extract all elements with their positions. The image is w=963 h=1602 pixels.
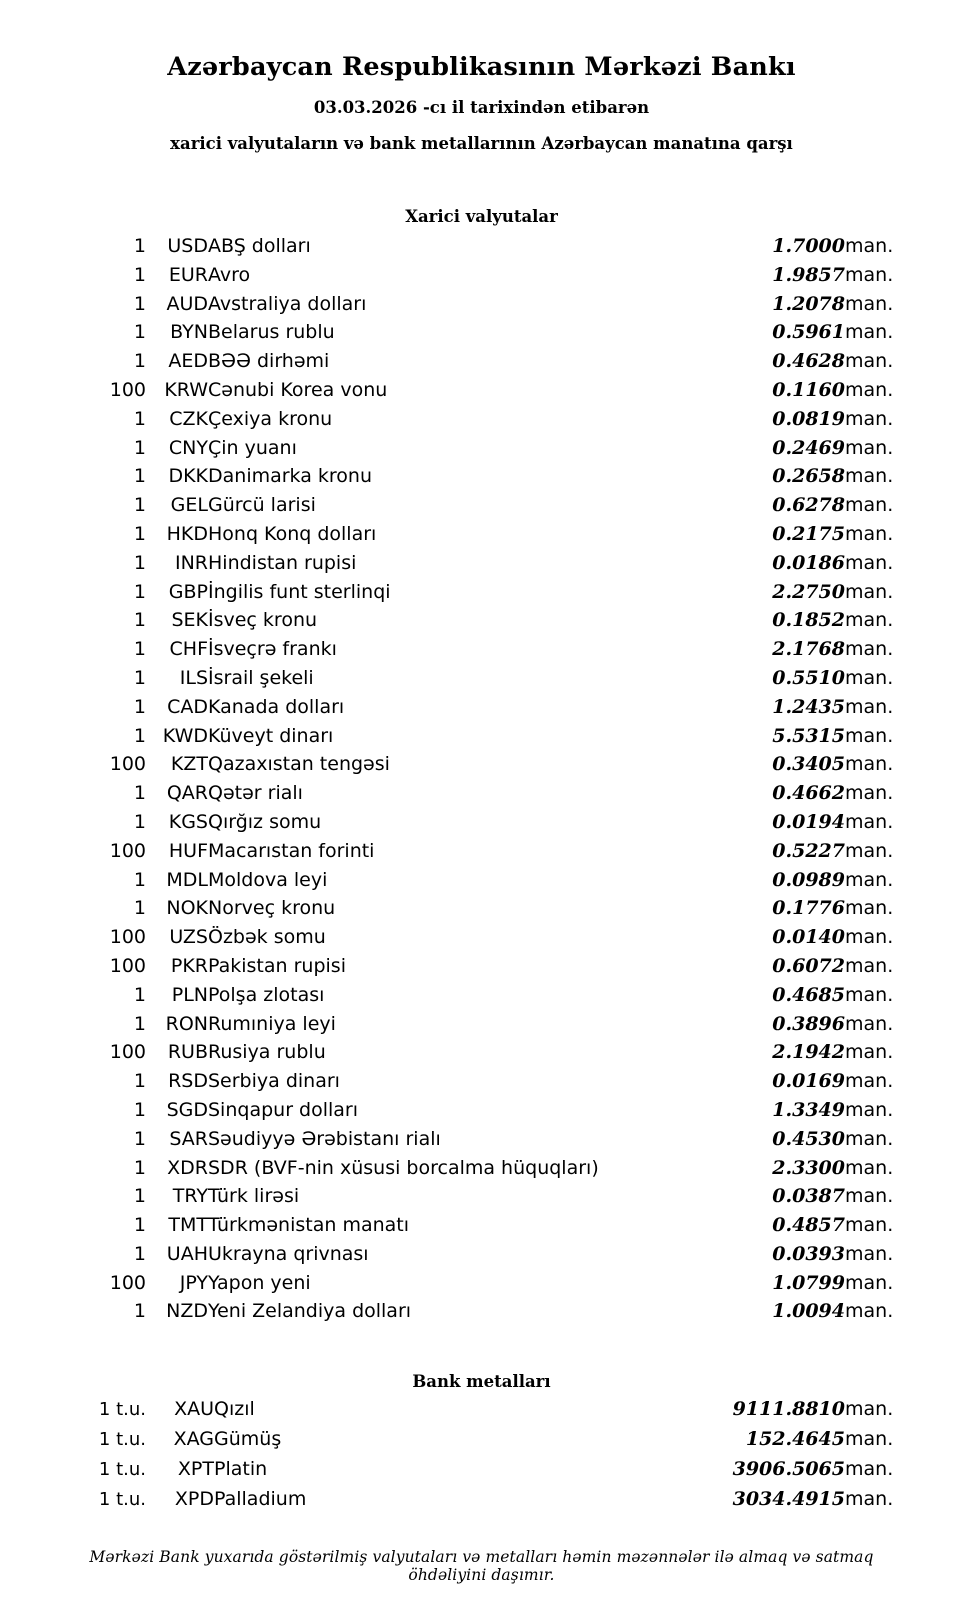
rate-unit: man. bbox=[845, 522, 894, 545]
rate-quantity: 1 bbox=[133, 666, 146, 689]
currency-code: KRW bbox=[164, 378, 208, 401]
currency-name: Rumıniya leyi bbox=[208, 1012, 336, 1035]
rate-unit: man. bbox=[845, 724, 894, 747]
currency-name: Qazaxıstan tengəsi bbox=[208, 753, 390, 776]
rate-quantity: 100 bbox=[109, 378, 146, 401]
rate-value: 2.2750 bbox=[772, 580, 845, 603]
table-row bbox=[60, 434, 903, 463]
currency-code: RSD bbox=[168, 1070, 208, 1093]
currency-name: Moldova leyi bbox=[208, 868, 328, 891]
rate-unit: man. bbox=[845, 1487, 894, 1510]
rate-unit: man. bbox=[845, 983, 894, 1006]
currency-name: Sinqapur dolları bbox=[208, 1098, 359, 1121]
currency-name: Ukrayna qrivnası bbox=[208, 1242, 369, 1265]
currency-code: RUB bbox=[167, 1041, 208, 1064]
table-row bbox=[60, 1010, 903, 1039]
rate-unit: man. bbox=[845, 1185, 894, 1208]
rate-unit: man. bbox=[845, 551, 894, 574]
rate-unit: man. bbox=[845, 695, 894, 718]
currency-code: USD bbox=[167, 235, 208, 257]
table-row bbox=[60, 1211, 903, 1240]
rate-unit: man. bbox=[845, 839, 894, 862]
rate-unit: man. bbox=[845, 407, 894, 430]
currency-name: Qızıl bbox=[214, 1398, 255, 1421]
currency-code: SEK bbox=[171, 609, 208, 632]
rate-unit: man. bbox=[845, 1041, 894, 1064]
currency-code: HKD bbox=[166, 522, 208, 545]
rate-quantity: 1 t.u. bbox=[98, 1458, 146, 1480]
currency-name: Serbiya dinarı bbox=[208, 1070, 340, 1093]
currency-name: Macarıstan forinti bbox=[208, 839, 375, 862]
rate-value: 0.5961 bbox=[772, 321, 845, 344]
rate-unit: man. bbox=[845, 1012, 894, 1035]
currency-name: Səudiyyə Ərəbistanı rialı bbox=[208, 1127, 441, 1150]
rate-value: 0.3405 bbox=[772, 753, 845, 776]
rate-quantity: 1 bbox=[133, 1300, 146, 1323]
currency-code: ILS bbox=[179, 666, 208, 689]
currency-name: Yapon yeni bbox=[208, 1271, 311, 1294]
table-row bbox=[60, 981, 903, 1010]
rate-unit: man. bbox=[845, 897, 894, 920]
rate-unit: man. bbox=[845, 1428, 894, 1451]
footer-note: Mərkəzi Bank yuxarıda göstərilmiş valyutaları və metalları həmin məzənnələr ilə almaq və satmaq öhdəliyini daşımır. bbox=[89, 1548, 874, 1585]
rate-quantity: 1 bbox=[133, 897, 146, 920]
rate-value: 0.2175 bbox=[772, 522, 845, 545]
table-row bbox=[60, 520, 903, 549]
rate-value: 0.2469 bbox=[772, 436, 845, 459]
table-row bbox=[60, 1425, 903, 1455]
table-row bbox=[60, 1096, 903, 1125]
rate-quantity: 1 bbox=[133, 695, 146, 718]
rate-value: 3034.4915 bbox=[732, 1487, 845, 1510]
section-heading-currencies: Xarici valyutalar bbox=[405, 207, 558, 226]
currency-name: Avstraliya dolları bbox=[208, 292, 367, 315]
currency-code: JPY bbox=[179, 1271, 208, 1294]
table-row bbox=[60, 1154, 903, 1183]
currency-code: INR bbox=[174, 551, 208, 574]
rate-value: 0.0169 bbox=[772, 1070, 845, 1093]
currency-code: XAU bbox=[174, 1398, 214, 1421]
rate-value: 1.2435 bbox=[772, 695, 845, 718]
table-row bbox=[60, 1038, 903, 1067]
currency-name: Avro bbox=[208, 263, 251, 286]
rate-quantity: 1 bbox=[133, 724, 146, 747]
currency-code: XAG bbox=[173, 1428, 214, 1451]
effective-date-line: 03.03.2026 -cı il tarixindən etibarən bbox=[313, 98, 650, 117]
currency-name: Norveç kronu bbox=[208, 897, 336, 920]
table-row bbox=[60, 837, 903, 866]
rate-quantity: 1 bbox=[133, 350, 146, 373]
rate-unit: man. bbox=[845, 926, 894, 949]
rate-unit: man. bbox=[845, 292, 894, 315]
rate-unit: man. bbox=[845, 580, 894, 603]
rate-value: 0.4530 bbox=[772, 1127, 845, 1150]
currency-name: İsrail şekeli bbox=[208, 666, 314, 689]
table-row bbox=[60, 952, 903, 981]
rate-unit: man. bbox=[845, 235, 894, 257]
rate-quantity: 1 bbox=[133, 1098, 146, 1121]
metals-table bbox=[60, 1395, 903, 1514]
rate-unit: man. bbox=[845, 494, 894, 517]
rate-value: 0.0989 bbox=[772, 868, 845, 891]
table-row bbox=[60, 1182, 903, 1211]
table-row bbox=[60, 923, 903, 952]
table-row bbox=[60, 894, 903, 923]
rate-unit: man. bbox=[845, 436, 894, 459]
rate-quantity: 1 bbox=[133, 868, 146, 891]
rate-quantity: 100 bbox=[109, 1271, 146, 1294]
currency-name: Qırğız somu bbox=[208, 810, 322, 833]
rate-unit: man. bbox=[845, 350, 894, 373]
currency-code: KZT bbox=[170, 753, 208, 776]
currency-name: Qətər rialı bbox=[208, 782, 303, 805]
currency-code: PKR bbox=[170, 954, 208, 977]
table-row bbox=[60, 1395, 903, 1425]
rate-value: 1.9857 bbox=[772, 263, 845, 286]
currency-code: GBP bbox=[168, 580, 208, 603]
table-row bbox=[60, 1067, 903, 1096]
rate-quantity: 1 bbox=[133, 609, 146, 632]
currency-code: SAR bbox=[169, 1127, 208, 1150]
currency-code: KWD bbox=[162, 724, 208, 747]
currency-name: ABŞ dolları bbox=[208, 235, 311, 257]
rate-quantity: 1 bbox=[133, 580, 146, 603]
rate-unit: man. bbox=[845, 378, 894, 401]
rate-value: 1.0799 bbox=[772, 1271, 845, 1294]
rate-quantity: 1 bbox=[133, 1127, 146, 1150]
table-row bbox=[60, 376, 903, 405]
currency-code: KGS bbox=[168, 810, 208, 833]
table-row bbox=[60, 232, 903, 261]
currency-name: Honq Konq dolları bbox=[208, 522, 377, 545]
metals-table-body bbox=[60, 1395, 903, 1514]
rate-unit: man. bbox=[845, 1098, 894, 1121]
table-row bbox=[60, 635, 903, 664]
table-row bbox=[60, 1240, 903, 1269]
table-row bbox=[60, 606, 903, 635]
rate-unit: man. bbox=[845, 1457, 894, 1480]
table-row bbox=[60, 1269, 903, 1298]
rate-value: 0.5510 bbox=[772, 666, 845, 689]
rate-value: 0.2658 bbox=[772, 465, 845, 488]
rate-value: 0.4685 bbox=[772, 983, 845, 1006]
currency-name: Türkmənistan manatı bbox=[208, 1214, 410, 1237]
rate-value: 2.3300 bbox=[772, 1156, 845, 1179]
rate-unit: man. bbox=[845, 1271, 894, 1294]
rate-quantity: 1 bbox=[133, 638, 146, 661]
currency-code: DKK bbox=[168, 465, 208, 488]
rate-quantity: 1 bbox=[133, 1156, 146, 1179]
currency-code: CNY bbox=[168, 436, 208, 459]
currency-code: HUF bbox=[168, 839, 208, 862]
rate-value: 152.4645 bbox=[745, 1428, 845, 1451]
currency-code: BYN bbox=[170, 321, 208, 344]
rate-quantity: 100 bbox=[109, 753, 146, 776]
currency-code: TRY bbox=[172, 1185, 208, 1208]
rate-value: 0.0194 bbox=[772, 810, 845, 833]
currency-code: AED bbox=[168, 350, 208, 373]
rate-value: 0.1160 bbox=[772, 378, 845, 401]
rate-quantity: 100 bbox=[109, 954, 146, 977]
rate-value: 1.3349 bbox=[772, 1098, 845, 1121]
rate-unit: man. bbox=[845, 1127, 894, 1150]
currency-name: BƏƏ dirhəmi bbox=[208, 350, 330, 373]
rate-quantity: 1 t.u. bbox=[98, 1399, 146, 1421]
currency-code: GEL bbox=[170, 494, 208, 517]
rate-value: 0.0387 bbox=[772, 1185, 845, 1208]
currency-code: XDR bbox=[167, 1156, 208, 1179]
table-row bbox=[60, 261, 903, 290]
currency-name: Küveyt dinarı bbox=[208, 724, 334, 747]
rate-unit: man. bbox=[845, 753, 894, 776]
currency-code: PLN bbox=[171, 983, 208, 1006]
currency-code: NZD bbox=[166, 1300, 208, 1323]
rate-value: 0.4857 bbox=[772, 1214, 845, 1237]
table-row bbox=[60, 664, 903, 693]
rate-value: 2.1768 bbox=[772, 638, 845, 661]
rate-unit: man. bbox=[845, 810, 894, 833]
rate-quantity: 1 t.u. bbox=[98, 1488, 146, 1510]
rate-value: 0.0186 bbox=[772, 551, 845, 574]
rate-value: 0.4662 bbox=[772, 782, 845, 805]
rate-quantity: 100 bbox=[109, 839, 146, 862]
rate-quantity: 1 bbox=[133, 263, 146, 286]
rate-quantity: 1 bbox=[133, 1070, 146, 1093]
currency-code: AUD bbox=[166, 292, 208, 315]
currency-name: Cənubi Korea vonu bbox=[208, 378, 388, 401]
rate-value: 0.1852 bbox=[772, 609, 845, 632]
rate-value: 0.1776 bbox=[772, 897, 845, 920]
currency-code: XPD bbox=[174, 1487, 214, 1510]
rate-quantity: 1 bbox=[133, 494, 146, 517]
rate-unit: man. bbox=[845, 1070, 894, 1093]
rate-value: 1.0094 bbox=[772, 1300, 845, 1323]
rate-value: 3906.5065 bbox=[732, 1457, 845, 1480]
currency-name: İsveçrə frankı bbox=[208, 638, 337, 661]
rate-unit: man. bbox=[845, 782, 894, 805]
rate-value: 2.1942 bbox=[772, 1041, 845, 1064]
rate-value: 9111.8810 bbox=[732, 1398, 845, 1421]
table-row bbox=[60, 491, 903, 520]
rate-value: 0.0140 bbox=[772, 926, 845, 949]
rate-value: 0.0819 bbox=[772, 407, 845, 430]
currency-name: Yeni Zelandiya dolları bbox=[208, 1300, 412, 1323]
currency-name: Hindistan rupisi bbox=[208, 551, 357, 574]
currency-name: Kanada dolları bbox=[208, 695, 345, 718]
table-row bbox=[60, 347, 903, 376]
rate-quantity: 1 bbox=[133, 551, 146, 574]
currency-name: Pakistan rupisi bbox=[208, 954, 346, 977]
rate-quantity: 1 bbox=[133, 465, 146, 488]
rate-value: 1.2078 bbox=[772, 292, 845, 315]
rate-value: 0.3896 bbox=[772, 1012, 845, 1035]
currency-name: Palladium bbox=[214, 1487, 307, 1510]
currency-code: TMT bbox=[168, 1214, 208, 1237]
currency-name: İngilis funt sterlinqi bbox=[208, 580, 391, 603]
table-row bbox=[60, 1455, 903, 1485]
section-heading-metals: Bank metalları bbox=[412, 1372, 551, 1392]
table-row bbox=[60, 318, 903, 347]
currency-name: Danimarka kronu bbox=[208, 465, 373, 488]
table-row bbox=[60, 722, 903, 751]
table-row bbox=[60, 578, 903, 607]
currency-name: Platin bbox=[214, 1457, 268, 1480]
currency-name: Özbək somu bbox=[208, 926, 326, 949]
bank-title: Azərbaycan Respublikasının Mərkəzi Bankı bbox=[167, 52, 796, 82]
rate-unit: man. bbox=[845, 666, 894, 689]
rate-value: 0.5227 bbox=[772, 839, 845, 862]
rate-unit: man. bbox=[845, 1214, 894, 1237]
rate-quantity: 1 bbox=[133, 810, 146, 833]
currency-code: QAR bbox=[166, 782, 208, 805]
currency-name: Gürcü larisi bbox=[208, 494, 316, 517]
subtitle-line: xarici valyutaların və bank metallarının Azərbaycan manatına qarşı bbox=[170, 134, 793, 153]
currency-name: Çin yuanı bbox=[208, 436, 297, 459]
rate-quantity: 1 bbox=[133, 1012, 146, 1035]
table-row bbox=[60, 1125, 903, 1154]
rate-unit: man. bbox=[845, 1242, 894, 1265]
rate-quantity: 1 t.u. bbox=[98, 1429, 146, 1451]
table-row bbox=[60, 549, 903, 578]
rate-unit: man. bbox=[845, 609, 894, 632]
rate-value: 0.0393 bbox=[772, 1242, 845, 1265]
currency-name: Rusiya rublu bbox=[208, 1041, 326, 1064]
currencies-table bbox=[60, 232, 903, 1326]
currency-name: Türk lirəsi bbox=[208, 1185, 300, 1208]
currency-code: CZK bbox=[169, 407, 208, 430]
currency-code: CAD bbox=[167, 695, 208, 718]
currencies-table-body bbox=[60, 232, 903, 1326]
table-row bbox=[60, 1297, 903, 1326]
rate-unit: man. bbox=[845, 465, 894, 488]
rate-unit: man. bbox=[845, 1300, 894, 1323]
table-row bbox=[60, 779, 903, 808]
rate-unit: man. bbox=[845, 638, 894, 661]
rate-value: 0.6072 bbox=[772, 954, 845, 977]
rate-unit: man. bbox=[845, 321, 894, 344]
rate-quantity: 1 bbox=[133, 321, 146, 344]
table-row bbox=[60, 808, 903, 837]
currency-code: UZS bbox=[169, 926, 208, 949]
currency-name: Polşa zlotası bbox=[208, 983, 325, 1006]
table-row bbox=[60, 405, 903, 434]
rate-value: 1.7000 bbox=[772, 235, 845, 257]
table-row bbox=[60, 462, 903, 491]
table-row bbox=[60, 866, 903, 895]
currency-code: UAH bbox=[166, 1242, 208, 1265]
currency-code: EUR bbox=[168, 263, 208, 286]
currency-name: Belarus rublu bbox=[208, 321, 335, 344]
currency-name: SDR (BVF-nin xüsusi borcalma hüquqları) bbox=[208, 1156, 599, 1179]
rate-value: 0.4628 bbox=[772, 350, 845, 373]
rate-unit: man. bbox=[845, 1398, 894, 1421]
table-row bbox=[60, 290, 903, 319]
rate-unit: man. bbox=[845, 1156, 894, 1179]
currency-code: NOK bbox=[166, 897, 208, 920]
rate-quantity: 100 bbox=[109, 926, 146, 949]
rate-quantity: 1 bbox=[133, 1185, 146, 1208]
rate-unit: man. bbox=[845, 263, 894, 286]
rate-quantity: 1 bbox=[133, 436, 146, 459]
rate-quantity: 1 bbox=[133, 1214, 146, 1237]
currency-code: XPT bbox=[177, 1457, 214, 1480]
rate-quantity: 1 bbox=[133, 983, 146, 1006]
currency-name: Çexiya kronu bbox=[208, 407, 333, 430]
currency-name: İsveç kronu bbox=[208, 609, 318, 632]
rate-unit: man. bbox=[845, 954, 894, 977]
table-row bbox=[60, 693, 903, 722]
currency-code: MDL bbox=[166, 868, 208, 891]
currency-code: CHF bbox=[169, 638, 208, 661]
rate-quantity: 1 bbox=[133, 522, 146, 545]
currency-name: Gümüş bbox=[214, 1428, 282, 1451]
currency-code: RON bbox=[165, 1012, 208, 1035]
rate-quantity: 1 bbox=[133, 782, 146, 805]
rate-quantity: 1 bbox=[133, 407, 146, 430]
rate-quantity: 1 bbox=[133, 292, 146, 315]
currency-code: SGD bbox=[166, 1098, 208, 1121]
rate-quantity: 1 bbox=[133, 235, 146, 257]
rate-value: 0.6278 bbox=[772, 494, 845, 517]
rate-quantity: 1 bbox=[133, 1242, 146, 1265]
rate-value: 5.5315 bbox=[772, 724, 845, 747]
table-row bbox=[60, 750, 903, 779]
table-row bbox=[60, 1485, 903, 1515]
rate-quantity: 100 bbox=[109, 1041, 146, 1064]
rate-unit: man. bbox=[845, 868, 894, 891]
